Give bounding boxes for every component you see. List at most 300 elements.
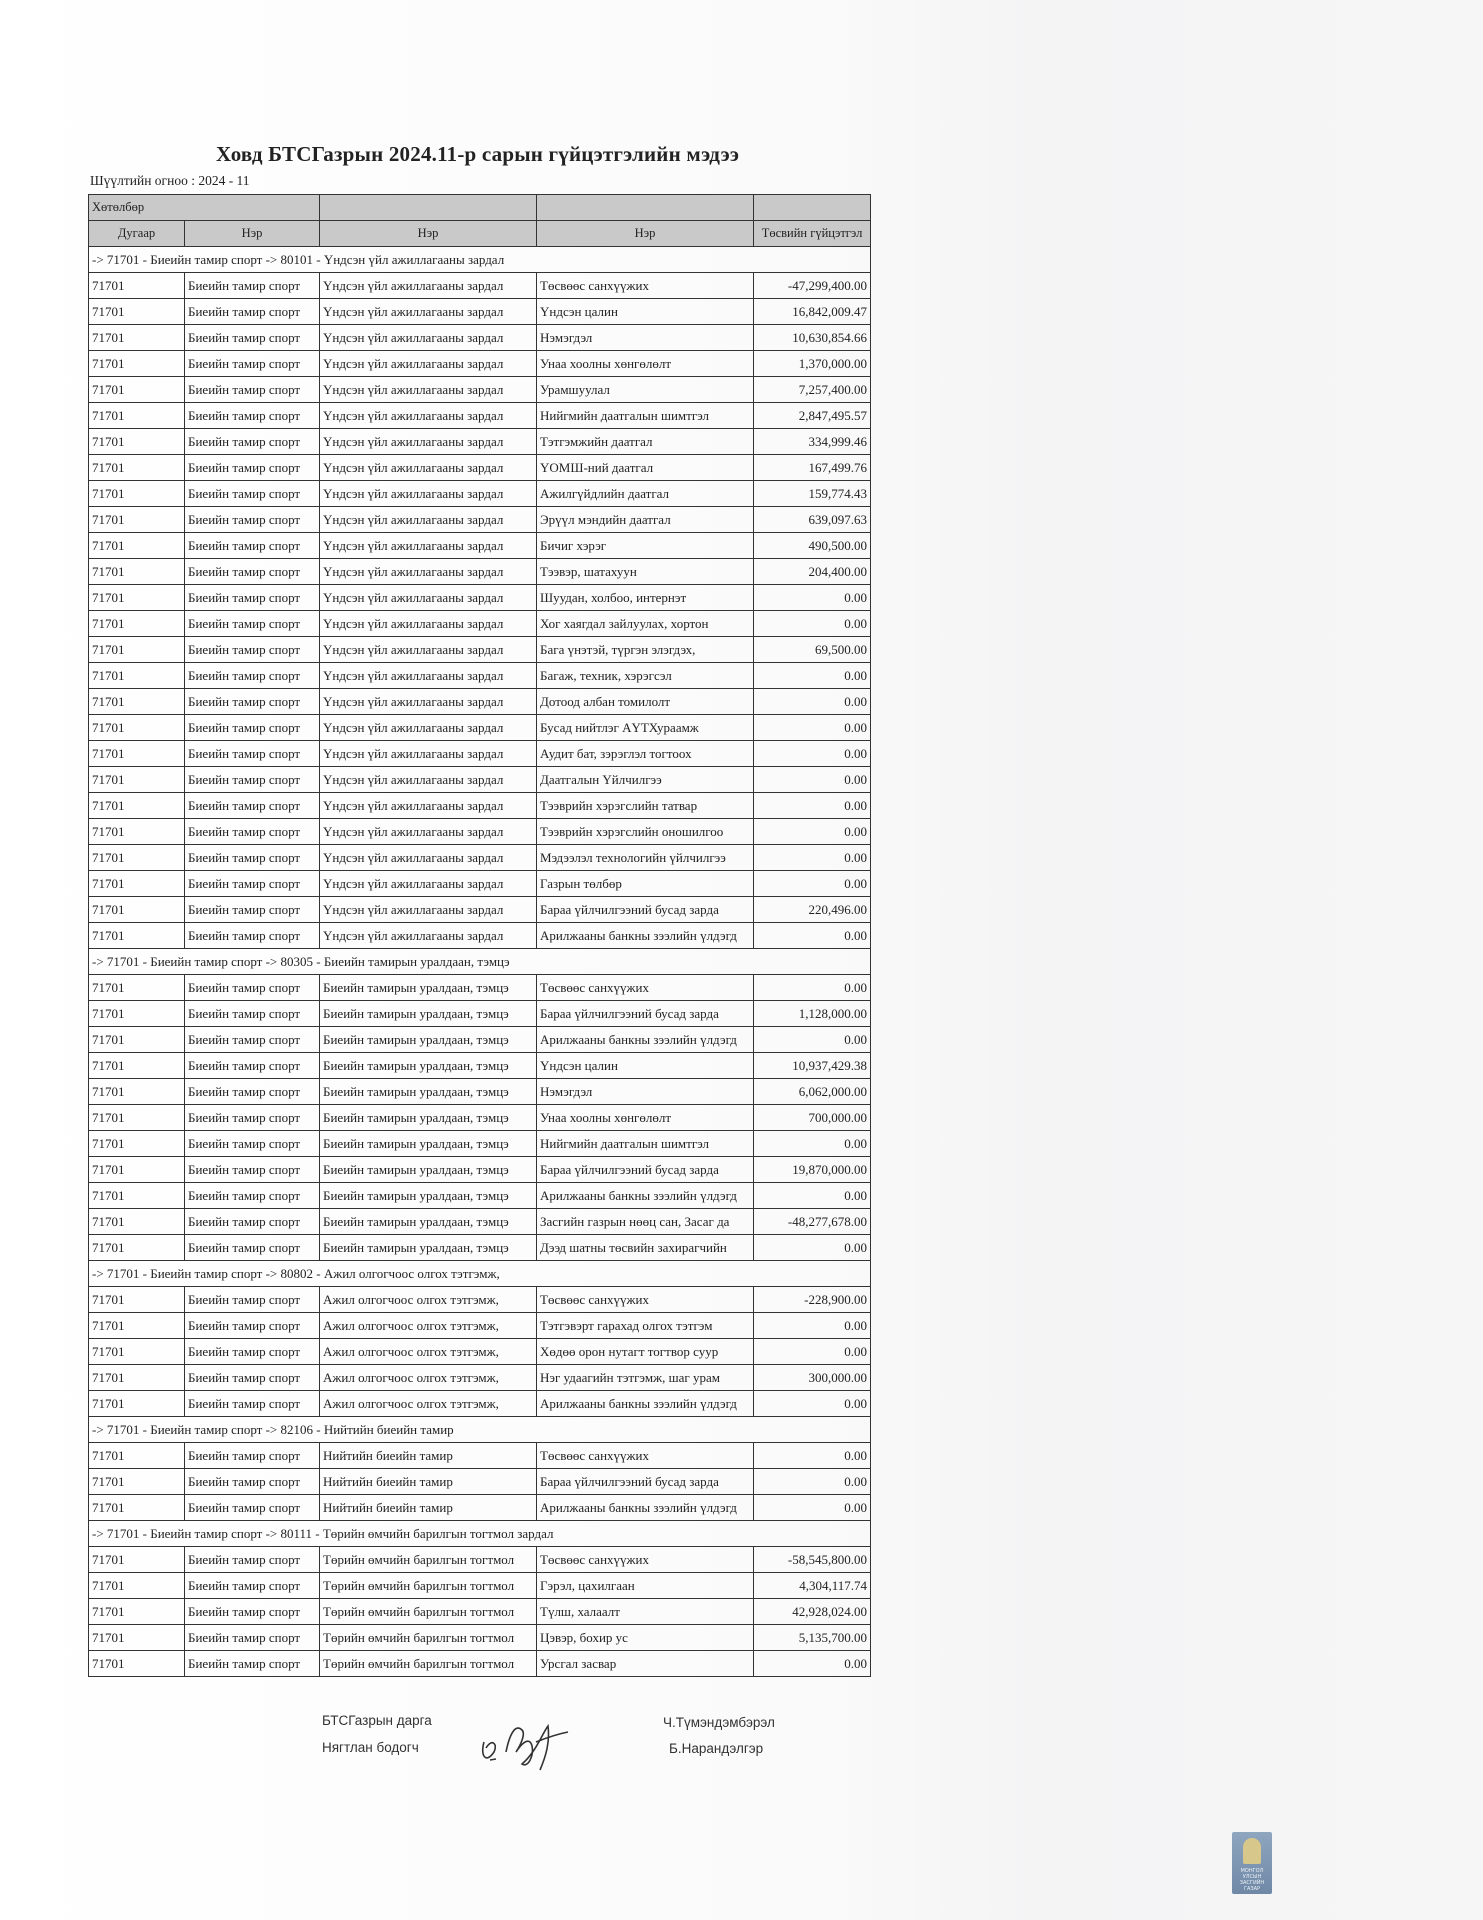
- cell-item-name: Нэмэгдэл: [537, 1079, 754, 1105]
- table-row: [89, 585, 871, 611]
- table-row: [89, 1469, 871, 1495]
- cell-item-name: Нийгмийн даатгалын шимтгэл: [537, 1131, 754, 1157]
- cell-activity-name: Үндсэн үйл ажиллагааны зардал: [320, 637, 537, 663]
- cell-amount: 300,000.00: [754, 1365, 871, 1391]
- cell-item-name: Бага үнэтэй, түргэн элэгдэх,: [537, 637, 754, 663]
- cell-number: 71701: [89, 1625, 185, 1651]
- cell-program-name: Биеийн тамир спорт: [185, 767, 320, 793]
- cell-activity-name: Биеийн тамирын уралдаан, тэмцэ: [320, 1131, 537, 1157]
- group-row: [89, 1261, 871, 1287]
- table-row: [89, 663, 871, 689]
- cell-amount: 0.00: [754, 793, 871, 819]
- cell-activity-name: Нийтийн биеийн тамир: [320, 1469, 537, 1495]
- cell-activity-name: Үндсэн үйл ажиллагааны зардал: [320, 377, 537, 403]
- table-row: [89, 689, 871, 715]
- group-row: [89, 949, 871, 975]
- table-row: [89, 1339, 871, 1365]
- cell-activity-name: Үндсэн үйл ажиллагааны зардал: [320, 533, 537, 559]
- accountant-name: Б.Нарандэлгэр: [669, 1741, 764, 1756]
- cell-number: 71701: [89, 1469, 185, 1495]
- cell-number: 71701: [89, 637, 185, 663]
- cell-number: 71701: [89, 975, 185, 1001]
- cell-item-name: Унаа хоолны хөнгөлөлт: [537, 351, 754, 377]
- cell-item-name: ҮОМШ-ний даатгал: [537, 455, 754, 481]
- report-table: [88, 194, 871, 1677]
- soyombo-symbol: [1243, 1838, 1261, 1864]
- cell-program-name: Биеийн тамир спорт: [185, 1105, 320, 1131]
- cell-number: 71701: [89, 585, 185, 611]
- cell-program-name: Биеийн тамир спорт: [185, 1443, 320, 1469]
- table-row: [89, 897, 871, 923]
- table-row: [89, 455, 871, 481]
- cell-activity-name: Үндсэн үйл ажиллагааны зардал: [320, 923, 537, 949]
- cell-item-name: Аудит бат, зэрэглэл тогтоох: [537, 741, 754, 767]
- cell-number: 71701: [89, 1573, 185, 1599]
- table-row: [89, 975, 871, 1001]
- header-number: Дугаар: [89, 221, 185, 247]
- cell-amount: 0.00: [754, 1651, 871, 1677]
- cell-item-name: Багаж, техник, хэрэгсэл: [537, 663, 754, 689]
- cell-number: 71701: [89, 767, 185, 793]
- cell-program-name: Биеийн тамир спорт: [185, 455, 320, 481]
- cell-program-name: Биеийн тамир спорт: [185, 923, 320, 949]
- cell-item-name: Шуудан, холбоо, интернэт: [537, 585, 754, 611]
- cell-amount: 0.00: [754, 845, 871, 871]
- cell-activity-name: Биеийн тамирын уралдаан, тэмцэ: [320, 1027, 537, 1053]
- table-row: [89, 1495, 871, 1521]
- table-row: [89, 481, 871, 507]
- cell-program-name: Биеийн тамир спорт: [185, 1079, 320, 1105]
- table-row: [89, 1625, 871, 1651]
- header-row-columns: [89, 221, 871, 247]
- cell-number: 71701: [89, 1365, 185, 1391]
- cell-activity-name: Биеийн тамирын уралдаан, тэмцэ: [320, 1053, 537, 1079]
- cell-number: 71701: [89, 325, 185, 351]
- table-row: [89, 1651, 871, 1677]
- director-title: БТСГазрын дарга: [322, 1713, 432, 1728]
- cell-program-name: Биеийн тамир спорт: [185, 819, 320, 845]
- cell-item-name: Бараа үйлчилгээний бусад зарда: [537, 1469, 754, 1495]
- cell-number: 71701: [89, 1001, 185, 1027]
- cell-item-name: Бичиг хэрэг: [537, 533, 754, 559]
- table-row: [89, 559, 871, 585]
- cell-amount: 0.00: [754, 1131, 871, 1157]
- cell-item-name: Бараа үйлчилгээний бусад зарда: [537, 1157, 754, 1183]
- table-row: [89, 845, 871, 871]
- cell-amount: 204,400.00: [754, 559, 871, 585]
- table-row: [89, 1027, 871, 1053]
- cell-activity-name: Ажил олгогчоос олгох тэтгэмж,: [320, 1339, 537, 1365]
- cell-program-name: Биеийн тамир спорт: [185, 1157, 320, 1183]
- cell-program-name: Биеийн тамир спорт: [185, 1027, 320, 1053]
- cell-item-name: Арилжааны банкны зээлийн үлдэгд: [537, 1495, 754, 1521]
- cell-activity-name: Үндсэн үйл ажиллагааны зардал: [320, 663, 537, 689]
- cell-activity-name: Үндсэн үйл ажиллагааны зардал: [320, 351, 537, 377]
- header-name-program: Нэр: [185, 221, 320, 247]
- cell-amount: 1,370,000.00: [754, 351, 871, 377]
- cell-number: 71701: [89, 1209, 185, 1235]
- cell-activity-name: Үндсэн үйл ажиллагааны зардал: [320, 741, 537, 767]
- cell-number: 71701: [89, 1235, 185, 1261]
- cell-program-name: Биеийн тамир спорт: [185, 1391, 320, 1417]
- cell-program-name: Биеийн тамир спорт: [185, 1547, 320, 1573]
- cell-number: 71701: [89, 1105, 185, 1131]
- cell-item-name: Гэрэл, цахилгаан: [537, 1573, 754, 1599]
- cell-item-name: Газрын төлбөр: [537, 871, 754, 897]
- cell-program-name: Биеийн тамир спорт: [185, 1313, 320, 1339]
- cell-amount: 0.00: [754, 819, 871, 845]
- table-row: [89, 741, 871, 767]
- header-program: Хөтөлбөр: [89, 195, 320, 221]
- cell-number: 71701: [89, 533, 185, 559]
- table-row: [89, 715, 871, 741]
- cell-item-name: Нэмэгдэл: [537, 325, 754, 351]
- handwritten-signature: [476, 1712, 586, 1774]
- cell-program-name: Биеийн тамир спорт: [185, 1287, 320, 1313]
- cell-activity-name: Үндсэн үйл ажиллагааны зардал: [320, 611, 537, 637]
- date-filter-label: Шүүлтийн огноо : 2024 - 11: [90, 173, 250, 188]
- table-row: [89, 351, 871, 377]
- cell-number: 71701: [89, 1313, 185, 1339]
- cell-item-name: Дээд шатны төсвийн захирагчийн: [537, 1235, 754, 1261]
- cell-program-name: Биеийн тамир спорт: [185, 845, 320, 871]
- emblem-text: МОНГОЛ УЛСЫН ЗАСГИЙН ГАЗАР: [1239, 1868, 1265, 1892]
- cell-amount: 2,847,495.57: [754, 403, 871, 429]
- cell-item-name: Түлш, халаалт: [537, 1599, 754, 1625]
- cell-amount: 700,000.00: [754, 1105, 871, 1131]
- cell-activity-name: Үндсэн үйл ажиллагааны зардал: [320, 429, 537, 455]
- cell-program-name: Биеийн тамир спорт: [185, 1625, 320, 1651]
- cell-program-name: Биеийн тамир спорт: [185, 325, 320, 351]
- cell-number: 71701: [89, 1183, 185, 1209]
- table-row: [89, 533, 871, 559]
- group-label: -> 71701 - Биеийн тамир спорт -> 80802 - Ажил олгогчоос олгох тэтгэмж,: [89, 1261, 871, 1287]
- cell-activity-name: Төрийн өмчийн барилгын тогтмол: [320, 1547, 537, 1573]
- cell-number: 71701: [89, 611, 185, 637]
- cell-item-name: Арилжааны банкны зээлийн үлдэгд: [537, 1391, 754, 1417]
- table-row: [89, 1391, 871, 1417]
- cell-amount: 10,937,429.38: [754, 1053, 871, 1079]
- cell-activity-name: Төрийн өмчийн барилгын тогтмол: [320, 1573, 537, 1599]
- cell-number: 71701: [89, 429, 185, 455]
- cell-activity-name: Үндсэн үйл ажиллагааны зардал: [320, 273, 537, 299]
- cell-item-name: Төсвөөс санхүүжих: [537, 273, 754, 299]
- cell-program-name: Биеийн тамир спорт: [185, 1001, 320, 1027]
- cell-activity-name: Биеийн тамирын уралдаан, тэмцэ: [320, 1079, 537, 1105]
- table-row: [89, 1157, 871, 1183]
- header-blank-1: [320, 195, 537, 221]
- cell-amount: 167,499.76: [754, 455, 871, 481]
- cell-amount: 0.00: [754, 767, 871, 793]
- cell-activity-name: Үндсэн үйл ажиллагааны зардал: [320, 585, 537, 611]
- cell-amount: 6,062,000.00: [754, 1079, 871, 1105]
- table-row: [89, 325, 871, 351]
- cell-amount: 7,257,400.00: [754, 377, 871, 403]
- cell-activity-name: Нийтийн биеийн тамир: [320, 1495, 537, 1521]
- cell-item-name: Төсвөөс санхүүжих: [537, 1287, 754, 1313]
- cell-number: 71701: [89, 715, 185, 741]
- cell-activity-name: Биеийн тамирын уралдаан, тэмцэ: [320, 975, 537, 1001]
- cell-item-name: Бусад нийтлэг АҮТХураамж: [537, 715, 754, 741]
- cell-activity-name: Биеийн тамирын уралдаан, тэмцэ: [320, 1183, 537, 1209]
- cell-activity-name: Үндсэн үйл ажиллагааны зардал: [320, 403, 537, 429]
- cell-program-name: Биеийн тамир спорт: [185, 663, 320, 689]
- group-label: -> 71701 - Биеийн тамир спорт -> 82106 - Нийтийн биеийн тамир: [89, 1417, 871, 1443]
- cell-program-name: Биеийн тамир спорт: [185, 377, 320, 403]
- table-row: [89, 1105, 871, 1131]
- accountant-title: Нягтлан бодогч: [322, 1740, 419, 1755]
- cell-number: 71701: [89, 1651, 185, 1677]
- cell-amount: 0.00: [754, 923, 871, 949]
- cell-number: 71701: [89, 1157, 185, 1183]
- cell-item-name: Дотоод албан томилолт: [537, 689, 754, 715]
- cell-number: 71701: [89, 793, 185, 819]
- cell-item-name: Хөдөө орон нутагт тогтвор суур: [537, 1339, 754, 1365]
- table-row: [89, 1079, 871, 1105]
- cell-item-name: Даатгалын Үйлчилгээ: [537, 767, 754, 793]
- group-row: [89, 1521, 871, 1547]
- cell-amount: 490,500.00: [754, 533, 871, 559]
- cell-item-name: Эрүүл мэндийн даатгал: [537, 507, 754, 533]
- cell-amount: -47,299,400.00: [754, 273, 871, 299]
- cell-number: 71701: [89, 1287, 185, 1313]
- cell-activity-name: Биеийн тамирын уралдаан, тэмцэ: [320, 1209, 537, 1235]
- cell-activity-name: Үндсэн үйл ажиллагааны зардал: [320, 299, 537, 325]
- cell-activity-name: Үндсэн үйл ажиллагааны зардал: [320, 767, 537, 793]
- cell-program-name: Биеийн тамир спорт: [185, 897, 320, 923]
- cell-number: 71701: [89, 507, 185, 533]
- cell-activity-name: Үндсэн үйл ажиллагааны зардал: [320, 481, 537, 507]
- cell-amount: 0.00: [754, 611, 871, 637]
- cell-activity-name: Үндсэн үйл ажиллагааны зардал: [320, 897, 537, 923]
- cell-activity-name: Ажил олгогчоос олгох тэтгэмж,: [320, 1391, 537, 1417]
- table-row: [89, 1183, 871, 1209]
- cell-program-name: Биеийн тамир спорт: [185, 533, 320, 559]
- cell-activity-name: Биеийн тамирын уралдаан, тэмцэ: [320, 1105, 537, 1131]
- cell-program-name: Биеийн тамир спорт: [185, 299, 320, 325]
- group-label: -> 71701 - Биеийн тамир спорт -> 80101 - Үндсэн үйл ажиллагааны зардал: [89, 247, 871, 273]
- cell-amount: 220,496.00: [754, 897, 871, 923]
- cell-number: 71701: [89, 1079, 185, 1105]
- cell-item-name: Хог хаягдал зайлуулах, хортон: [537, 611, 754, 637]
- cell-program-name: Биеийн тамир спорт: [185, 975, 320, 1001]
- header-blank-3: [754, 195, 871, 221]
- cell-number: 71701: [89, 1391, 185, 1417]
- cell-amount: 19,870,000.00: [754, 1157, 871, 1183]
- cell-number: 71701: [89, 1443, 185, 1469]
- cell-program-name: Биеийн тамир спорт: [185, 1469, 320, 1495]
- cell-item-name: Засгийн газрын нөөц сан, Засаг да: [537, 1209, 754, 1235]
- cell-amount: 0.00: [754, 975, 871, 1001]
- cell-item-name: Төсвөөс санхүүжих: [537, 1443, 754, 1469]
- cell-activity-name: Үндсэн үйл ажиллагааны зардал: [320, 507, 537, 533]
- table-row: [89, 273, 871, 299]
- cell-amount: 639,097.63: [754, 507, 871, 533]
- cell-number: 71701: [89, 1495, 185, 1521]
- cell-amount: 4,304,117.74: [754, 1573, 871, 1599]
- table-row: [89, 637, 871, 663]
- group-row: [89, 247, 871, 273]
- cell-number: 71701: [89, 741, 185, 767]
- cell-program-name: Биеийн тамир спорт: [185, 351, 320, 377]
- cell-amount: 334,999.46: [754, 429, 871, 455]
- header-blank-2: [537, 195, 754, 221]
- document-title: Ховд БТСГазрын 2024.11-р сарын гүйцэтгэлийн мэдээ: [216, 142, 740, 166]
- director-name: Ч.Түмэндэмбэрэл: [663, 1715, 775, 1730]
- cell-amount: 0.00: [754, 1183, 871, 1209]
- cell-number: 71701: [89, 455, 185, 481]
- table-row: [89, 767, 871, 793]
- cell-amount: 0.00: [754, 1313, 871, 1339]
- table-row: [89, 871, 871, 897]
- cell-program-name: Биеийн тамир спорт: [185, 429, 320, 455]
- cell-amount: 0.00: [754, 871, 871, 897]
- cell-activity-name: Үндсэн үйл ажиллагааны зардал: [320, 689, 537, 715]
- cell-activity-name: Үндсэн үйл ажиллагааны зардал: [320, 871, 537, 897]
- cell-amount: 0.00: [754, 663, 871, 689]
- cell-number: 71701: [89, 897, 185, 923]
- table-row: [89, 1365, 871, 1391]
- cell-number: 71701: [89, 273, 185, 299]
- cell-activity-name: Үндсэн үйл ажиллагааны зардал: [320, 715, 537, 741]
- cell-number: 71701: [89, 377, 185, 403]
- cell-program-name: Биеийн тамир спорт: [185, 273, 320, 299]
- cell-activity-name: Биеийн тамирын уралдаан, тэмцэ: [320, 1001, 537, 1027]
- table-row: [89, 429, 871, 455]
- cell-program-name: Биеийн тамир спорт: [185, 1209, 320, 1235]
- table-row: [89, 1573, 871, 1599]
- cell-number: 71701: [89, 1053, 185, 1079]
- header-name-activity: Нэр: [320, 221, 537, 247]
- table-row: [89, 377, 871, 403]
- cell-amount: 10,630,854.66: [754, 325, 871, 351]
- cell-number: 71701: [89, 1027, 185, 1053]
- cell-activity-name: Ажил олгогчоос олгох тэтгэмж,: [320, 1287, 537, 1313]
- cell-amount: 0.00: [754, 1469, 871, 1495]
- cell-item-name: Тээврийн хэрэгслийн татвар: [537, 793, 754, 819]
- cell-activity-name: Үндсэн үйл ажиллагааны зардал: [320, 793, 537, 819]
- cell-item-name: Нэг удаагийн тэтгэмж, шаг урам: [537, 1365, 754, 1391]
- cell-number: 71701: [89, 923, 185, 949]
- cell-amount: 0.00: [754, 1391, 871, 1417]
- cell-program-name: Биеийн тамир спорт: [185, 1053, 320, 1079]
- cell-amount: 16,842,009.47: [754, 299, 871, 325]
- cell-number: 71701: [89, 403, 185, 429]
- government-emblem-icon: [1232, 1832, 1272, 1894]
- cell-program-name: Биеийн тамир спорт: [185, 507, 320, 533]
- cell-program-name: Биеийн тамир спорт: [185, 793, 320, 819]
- header-amount: Төсвийн гүйцэтгэл: [754, 221, 871, 247]
- cell-program-name: Биеийн тамир спорт: [185, 689, 320, 715]
- cell-item-name: Үндсэн цалин: [537, 299, 754, 325]
- cell-amount: -48,277,678.00: [754, 1209, 871, 1235]
- group-label: -> 71701 - Биеийн тамир спорт -> 80111 - Төрийн өмчийн барилгын тогтмол зардал: [89, 1521, 871, 1547]
- cell-program-name: Биеийн тамир спорт: [185, 1131, 320, 1157]
- cell-activity-name: Үндсэн үйл ажиллагааны зардал: [320, 819, 537, 845]
- cell-item-name: Нийгмийн даатгалын шимтгэл: [537, 403, 754, 429]
- cell-program-name: Биеийн тамир спорт: [185, 741, 320, 767]
- cell-item-name: Арилжааны банкны зээлийн үлдэгд: [537, 1027, 754, 1053]
- group-label: -> 71701 - Биеийн тамир спорт -> 80305 - Биеийн тамирын уралдаан, тэмцэ: [89, 949, 871, 975]
- cell-number: 71701: [89, 1131, 185, 1157]
- cell-program-name: Биеийн тамир спорт: [185, 1339, 320, 1365]
- cell-number: 71701: [89, 559, 185, 585]
- cell-item-name: Төсвөөс санхүүжих: [537, 1547, 754, 1573]
- cell-item-name: Тэтгэмжийн даатгал: [537, 429, 754, 455]
- cell-item-name: Үндсэн цалин: [537, 1053, 754, 1079]
- cell-program-name: Биеийн тамир спорт: [185, 585, 320, 611]
- cell-amount: 69,500.00: [754, 637, 871, 663]
- cell-item-name: Урсгал засвар: [537, 1651, 754, 1677]
- table-row: [89, 507, 871, 533]
- cell-amount: 0.00: [754, 1443, 871, 1469]
- cell-activity-name: Үндсэн үйл ажиллагааны зардал: [320, 559, 537, 585]
- table-row: [89, 819, 871, 845]
- cell-program-name: Биеийн тамир спорт: [185, 715, 320, 741]
- cell-number: 71701: [89, 689, 185, 715]
- cell-item-name: Урамшуулал: [537, 377, 754, 403]
- cell-amount: 0.00: [754, 585, 871, 611]
- cell-program-name: Биеийн тамир спорт: [185, 1183, 320, 1209]
- cell-item-name: Тээвэр, шатахуун: [537, 559, 754, 585]
- cell-amount: 0.00: [754, 1339, 871, 1365]
- cell-program-name: Биеийн тамир спорт: [185, 403, 320, 429]
- cell-amount: 0.00: [754, 741, 871, 767]
- cell-item-name: Ажилгүйдлийн даатгал: [537, 481, 754, 507]
- cell-number: 71701: [89, 663, 185, 689]
- cell-item-name: Цэвэр, бохир ус: [537, 1625, 754, 1651]
- cell-item-name: Бараа үйлчилгээний бусад зарда: [537, 897, 754, 923]
- cell-program-name: Биеийн тамир спорт: [185, 481, 320, 507]
- cell-item-name: Бараа үйлчилгээний бусад зарда: [537, 1001, 754, 1027]
- cell-activity-name: Нийтийн биеийн тамир: [320, 1443, 537, 1469]
- cell-number: 71701: [89, 351, 185, 377]
- cell-amount: 42,928,024.00: [754, 1599, 871, 1625]
- cell-number: 71701: [89, 481, 185, 507]
- cell-activity-name: Үндсэн үйл ажиллагааны зардал: [320, 845, 537, 871]
- table-row: [89, 1443, 871, 1469]
- table-row: [89, 1599, 871, 1625]
- table-row: [89, 923, 871, 949]
- cell-activity-name: Төрийн өмчийн барилгын тогтмол: [320, 1625, 537, 1651]
- cell-number: 71701: [89, 1547, 185, 1573]
- table-row: [89, 1131, 871, 1157]
- cell-item-name: Төсвөөс санхүүжих: [537, 975, 754, 1001]
- cell-item-name: Арилжааны банкны зээлийн үлдэгд: [537, 1183, 754, 1209]
- cell-activity-name: Төрийн өмчийн барилгын тогтмол: [320, 1599, 537, 1625]
- header-row-program: [89, 195, 871, 221]
- cell-program-name: Биеийн тамир спорт: [185, 871, 320, 897]
- header-name-item: Нэр: [537, 221, 754, 247]
- cell-amount: -228,900.00: [754, 1287, 871, 1313]
- cell-amount: 0.00: [754, 689, 871, 715]
- group-row: [89, 1417, 871, 1443]
- table-row: [89, 1235, 871, 1261]
- cell-amount: 159,774.43: [754, 481, 871, 507]
- cell-number: 71701: [89, 871, 185, 897]
- cell-item-name: Унаа хоолны хөнгөлөлт: [537, 1105, 754, 1131]
- cell-item-name: Арилжааны банкны зээлийн үлдэгд: [537, 923, 754, 949]
- cell-item-name: Тэтгэвэрт гарахад олгох тэтгэм: [537, 1313, 754, 1339]
- cell-program-name: Биеийн тамир спорт: [185, 1599, 320, 1625]
- cell-amount: 0.00: [754, 1495, 871, 1521]
- table-row: [89, 1313, 871, 1339]
- cell-program-name: Биеийн тамир спорт: [185, 1573, 320, 1599]
- cell-program-name: Биеийн тамир спорт: [185, 1365, 320, 1391]
- report-body: [89, 247, 871, 1677]
- cell-amount: 5,135,700.00: [754, 1625, 871, 1651]
- table-row: [89, 1001, 871, 1027]
